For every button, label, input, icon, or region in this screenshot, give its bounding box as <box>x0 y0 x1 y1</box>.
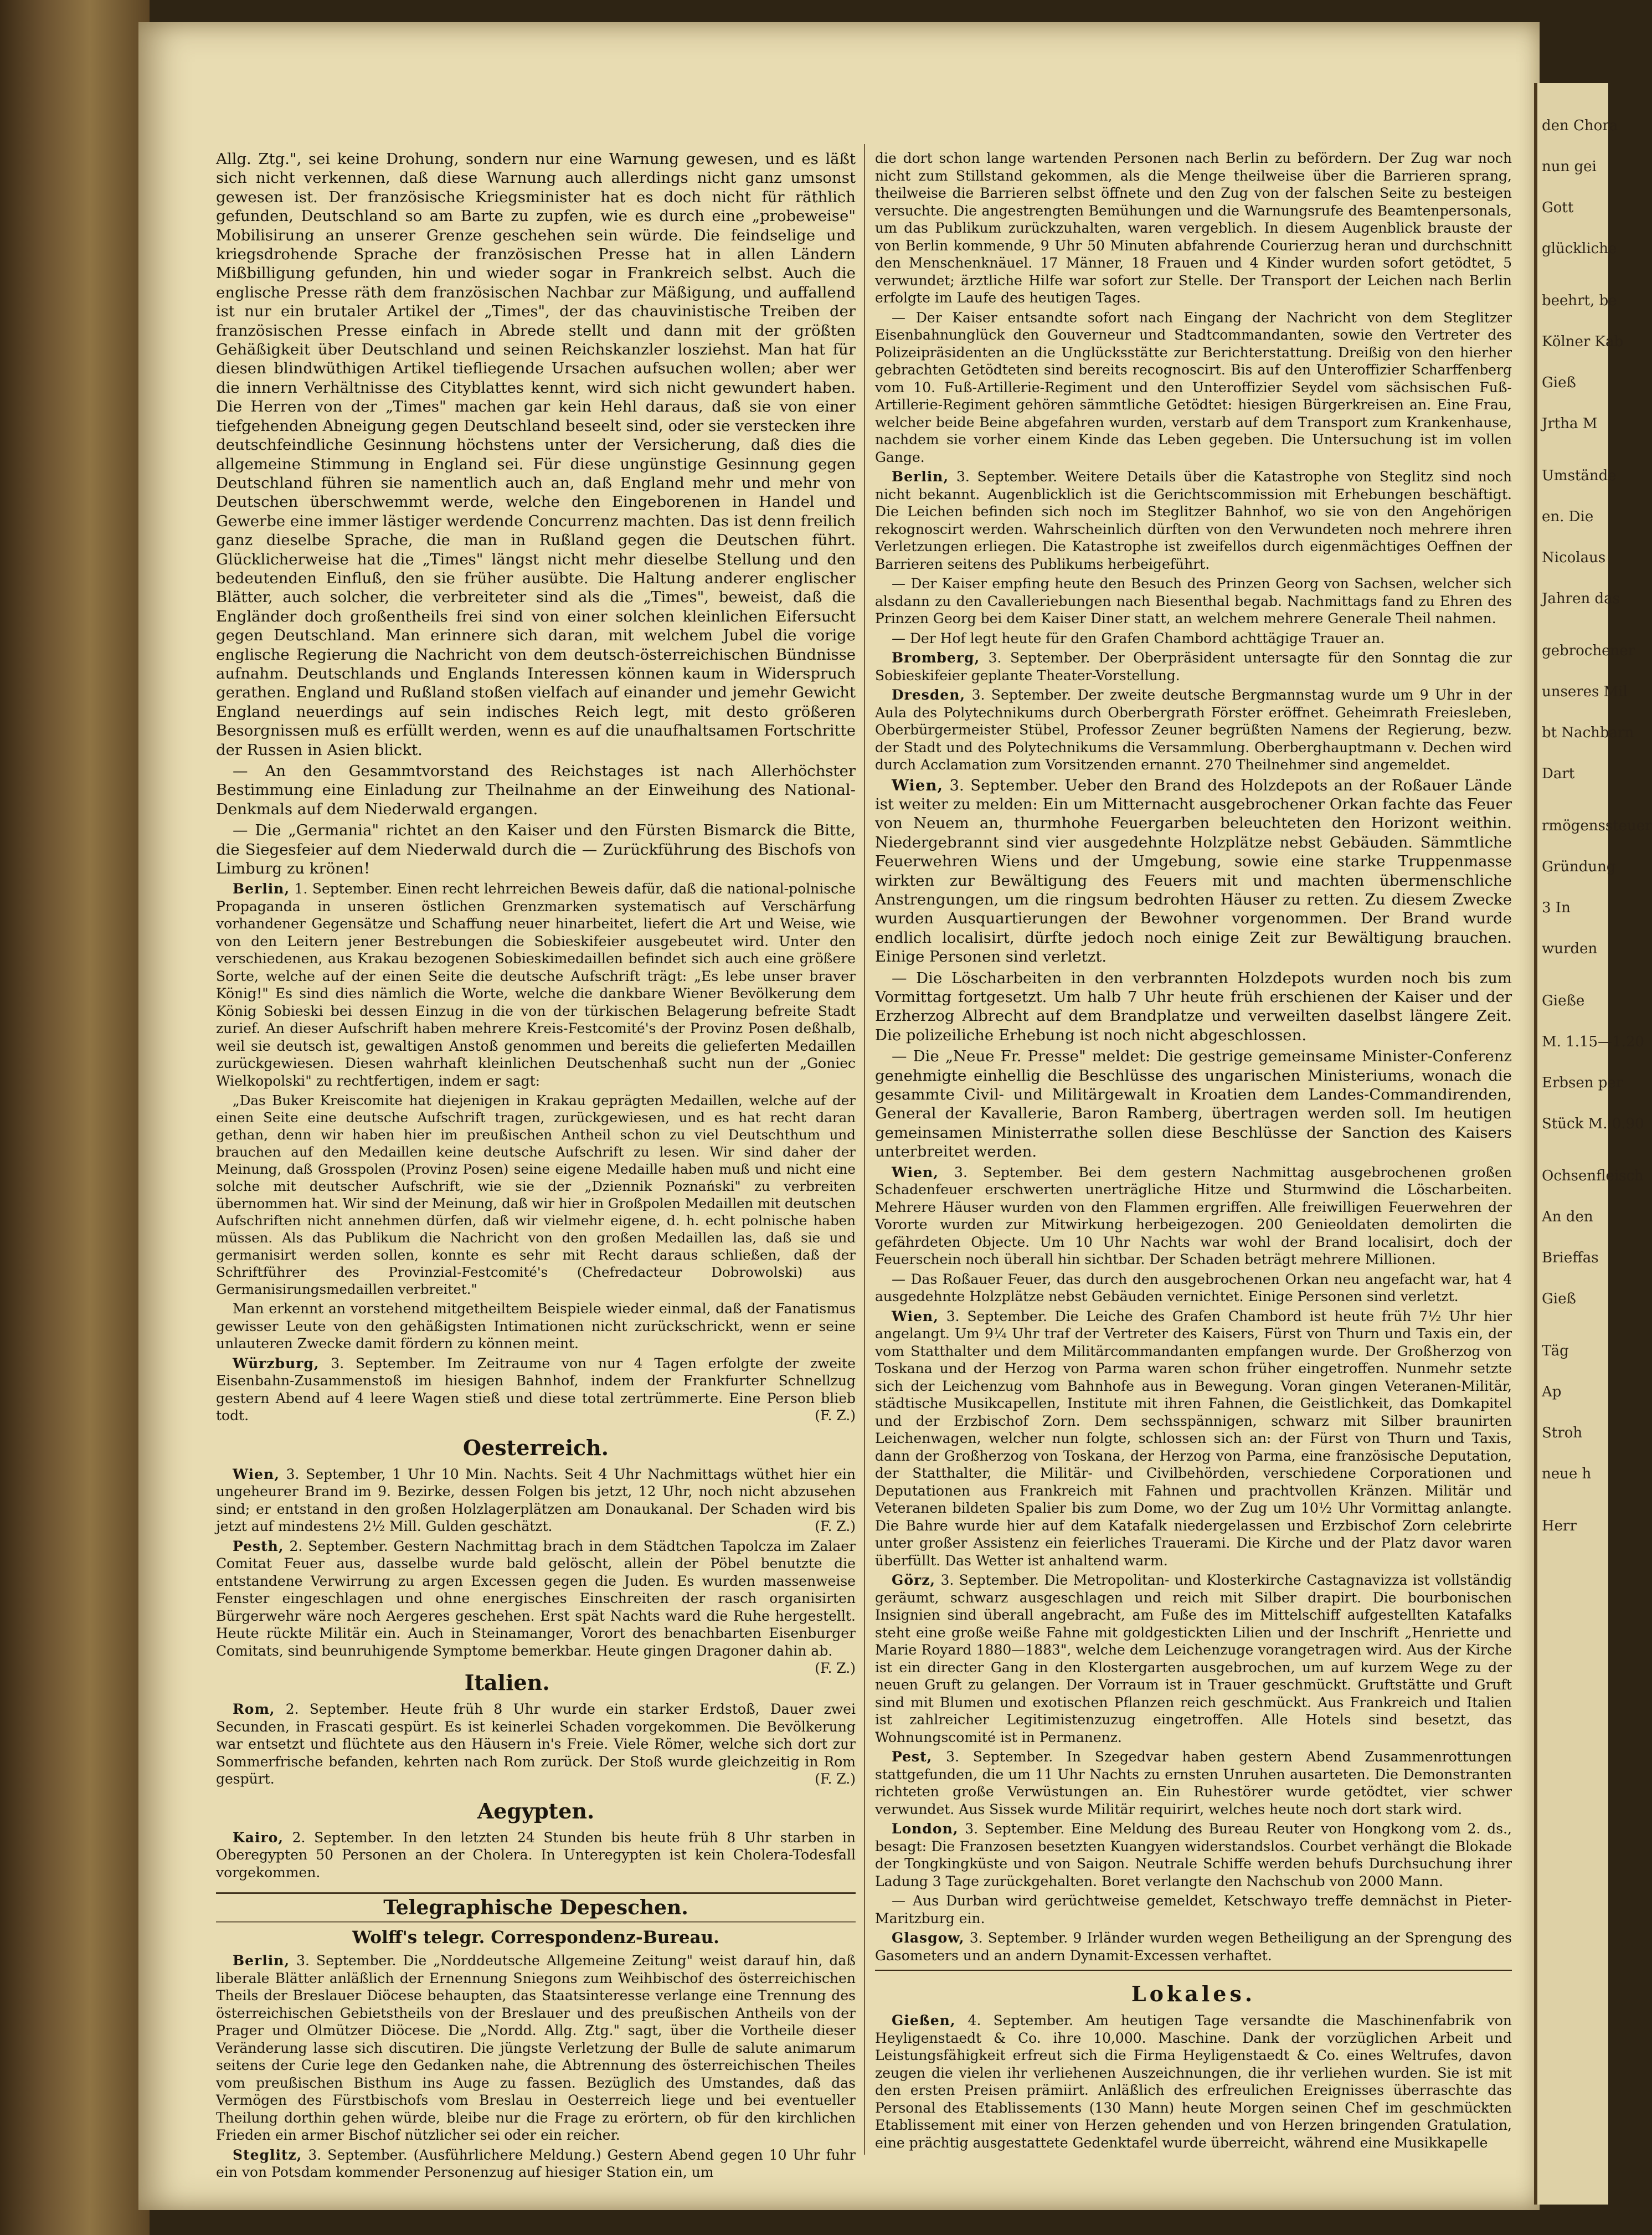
dateline: Berlin, <box>233 881 290 897</box>
rom-report <box>216 1700 856 1788</box>
report-text: 3. September. Die „Norddeutsche Allgemeine Zeitung" weist darauf hin, daß liberale Blätter anläßlich der Ernennung Sniegons zum Weihbischof des österreichischen Theils der Breslauer Diöcese behaupten, das Staatsinteresse verlange eine Trennung des österreichischen Gebietstheils von der Breslauer und des preußischen Antheils von der Prager und Olmützer Diöcese. Die „Nordd. Allg. Ztg." sagt, über die Vortheile dieser Veränderung lasse sich discutiren. Die jüngste Verletzung der Bulle de salute animarum seitens der Curie lege den Gedanken nahe, die Abtrennung des österreichischen Theiles vom preußischen Bisthum ins Auge zu fassen. Bezüglich des Umstandes, daß das Vermögen des Fürstbischofs vom Breslau in Oesterreich liege und bei eventueller Theilung dorthin gehen würde, bleibe nur die Frage zu erörtern, ob für den kirchlichen Frieden ein armer Bischof nützlicher sei oder ein reicher. <box>216 1953 856 2144</box>
rossauer-paragraph: — Das Roßauer Feuer, das durch den ausgebrochenen Orkan neu angefacht war, hat 4 ausgedehnte Holzplätze nebst Gebäuden vernichtet. Einige Personen sind verletzt. <box>875 1271 1512 1305</box>
dateline: Wien, <box>233 1466 280 1482</box>
kaiser-paragraph: — Der Kaiser entsandte sofort nach Eingang der Nachricht von dem Steglitzer Eisenbahnunglück den Gouverneur und Stadtcommandanten, sowie den Vertreter des Polizeipräsidenten an die Unglücksstätte zur Berichterstattung. Dreißig von den hierher gebrachten Getödteten sind bereits recognoscirt. Bis auf den Unteroffizier Scharffenberg vom 10. Fuß-Artillerie-Regiment und den Unteroffizier Seydel vom sächsischen Fuß-Artillerie-Regiment gehören sämmtliche Getödtet: hiesigen Bürgerkreisen an. Eine Frau, welcher beide Beine abgefahren wurden, verstarb auf dem Transport zum Krankenhause, nachdem sie vorher einem Kinde das Leben gegeben. Die Untersuchung ist im vollen Gange. <box>875 309 1512 465</box>
report-text: 3. September, 1 Uhr 10 Min. Nachts. Seit 4 Uhr Nachmittags wüthet hier ein ungeheurer Brand im 9. Bezirke, dessen Folgen bis jetzt, 12 Uhr, noch nicht abzusehen sind; er entstand in den großen Holzlagerplätzen am Donaukanal. Der Schaden wird bis jetzt auf mindestens 2½ Mill. Gulden geschätzt. <box>216 1466 856 1535</box>
dateline: Görz, <box>892 1572 936 1589</box>
section-divider <box>875 1970 1512 1971</box>
adjacent-page-fragment: Umstände <box>1542 467 1617 484</box>
adjacent-page-fragment: Gieß <box>1542 1291 1576 1307</box>
berlin-details-report <box>875 468 1512 573</box>
adjacent-page-fragment: Herr <box>1542 1518 1577 1534</box>
dateline: Pest, <box>892 1749 933 1765</box>
wolff-bureau-heading: Wolff's telegr. Correspondenz-Bureau. <box>352 1928 719 1948</box>
adjacent-page-fragment: Jahren das <box>1542 590 1620 607</box>
adjacent-page-fragment: Gieß <box>1542 374 1576 391</box>
section-heading-oesterreich: Oesterreich. <box>462 1435 609 1460</box>
report-text: 2. September. Heute früh 8 Uhr wurde ein starker Erdstoß, Dauer zwei Secunden, in Frascati gespürt. Es ist keinerlei Schaden vorgekommen. Die Bevölkerung war entsetzt und flüchtete aus den Häusern in's Freie. Viele Römer, welche sich dort zur Sommerfrische befanden, kehrten nach Rom zurück. Der Stoß wurde gleichzeitig in Rom gespürt. <box>216 1701 856 1787</box>
report-text: 2. September. In den letzten 24 Stunden bis heute früh 8 Uhr starben in Oberegypten 50 Personen an der Cholera. In Unteregypten ist kein Cholera-Todesfall vorgekommen. <box>216 1829 856 1881</box>
dateline: Steglitz, <box>233 2146 302 2163</box>
adjacent-page-fragment: Gründung <box>1542 859 1616 875</box>
berlin-telegram <box>216 1952 856 2144</box>
section-heading-telegraph: Telegraphische Depeschen. <box>216 1892 856 1923</box>
dateline: Wien, <box>892 1164 939 1180</box>
wien-report <box>216 1466 856 1535</box>
section-heading-lokales: Lokales. <box>1131 1981 1256 2007</box>
adjacent-page-fragment: neue h <box>1542 1466 1592 1482</box>
london-report <box>875 1820 1512 1890</box>
loescharbeiten-paragraph: — Die Löscharbeiten in den verbrannten Holzdepots wurden noch bis zum Vormittag fortgesetzt. Um halb 7 Uhr heute früh erschienen der Kaiser und der Erzherzog Albrecht auf dem Brandplatze und verweilten daselbst längere Zeit. Die polizeiliche Erhebung ist noch nicht abgeschlossen. <box>875 969 1512 1044</box>
adjacent-page-fragment: gebrochener <box>1542 643 1635 659</box>
dateline: Gießen, <box>892 2012 956 2029</box>
section-heading-italien: Italien. <box>464 1670 550 1695</box>
adjacent-page-fragment: Dart <box>1542 765 1575 782</box>
adjacent-page-fragment: Nicolaus <box>1542 549 1606 566</box>
adjacent-page-fragment: Brieffas <box>1542 1250 1599 1266</box>
adjacent-page-fragment: Gott <box>1542 199 1574 216</box>
adjacent-page-fragment: An den <box>1542 1209 1593 1225</box>
report-text: 2. September. Gestern Nachmittag brach in dem Städtchen Tapolcza im Zalaer Comitat Feuer aus, dasselbe wurde bald gelöscht, allein der Pöbel benutzte die entstandene Verwirrung zu argen Excessen gegen die Juden. Es wurden massenweise Fenster eingeschlagen und ohne energisches Einschreiten der rasch organisirten Bürgerwehr wäre noch Aergeres geschehen. Erst spät Nachts ward die Ruhe hergestellt. Heute rückte Militär ein. Auch in Steinamanger, Vorort des benachbarten Eisenburger Comitats, sind beunruhigende Symptome bemerkbar. Heute gingen Dragoner dahin ab. <box>216 1538 856 1659</box>
pesth-report <box>216 1538 856 1677</box>
adjacent-page-fragment: Erbsen per <box>1542 1075 1623 1091</box>
hof-trauer-paragraph: — Der Hof legt heute für den Grafen Chambord achttägige Trauer an. <box>892 630 1385 646</box>
dateline: Dresden, <box>892 687 966 703</box>
report-text: 3. September. Der Oberpräsident untersagte für den Sonntag die zur Sobieskifeier geplante Theater-Vorstellung. <box>875 650 1512 684</box>
report-text: 3. September. 9 Irländer wurden wegen Betheiligung an der Sprengung des Gasometers und an andern Dynamit-Excessen verhaftet. <box>875 1930 1512 1964</box>
wien-schadenfeuer-report <box>875 1164 1512 1268</box>
kairo-report <box>216 1829 856 1882</box>
goerz-report <box>875 1571 1512 1746</box>
goniec-quote: „Das Buker Kreiscomite hat diejenigen in Krakau geprägten Medaillen, welche auf der einen Seite eine deutsche Aufschrift tragen, zurückgewiesen, und es hat recht daran gethan, denn wir haben hier im preußischen Antheil schon zu viel Deutschthum und brauchen auf den Medaillen keine deutsche Aufschrift zu lesen. Wir sind daher der Meinung, daß Grosspolen (Provinz Posen) seine eigene Medaille haben muß und nicht eine solche mit deutscher Aufschrift, wie sie der „Dziennik Poznański" zu verbreiten übernommen hat. Wir sind der Meinung, daß wir hier in Großpolen Medaillen mit deutschen Aufschriften nicht annehmen dürfen, daß wir vielmehr eigene, d. h. echt polnische haben müssen. Als das Publikum die Nachricht von den großen Medaillen las, daß sie und germanisirt werden sollen, konnte es sehr mit Recht daraus schließen, daß der Schriftführer des Provinzial-Festcomité's (Chefredacteur Dobrowolski) aus Germanisirungsmedaillen verbreitet." <box>216 1092 856 1298</box>
book-binding <box>0 0 150 2235</box>
adjacent-page-fragment: den Chora <box>1542 117 1618 134</box>
dateline: London, <box>892 1821 959 1837</box>
adjacent-page-fragment: M. 1.15—1.20 <box>1542 1034 1644 1050</box>
berlin-report <box>216 880 856 1090</box>
pest-report <box>875 1748 1512 1818</box>
source-signature: (F. Z.) <box>815 1771 856 1787</box>
chambord-report <box>875 1308 1512 1570</box>
report-text: 4. September. Am heutigen Tage versandte die Maschinenfabrik von Heyligenstaedt & Co. ihre 10,000. Maschine. Dank der vorzüglichen Arbeit und Leistungsfähigkeit erfreut sich die Firma Heyligenstaedt & Co. eines Weltrufes, davon zeugen die vielen ihr verliehenen Auszeichnungen, die ihr verliehen wurden. Sie ist mit den ersten Preisen prämiirt. Anläßlich des erfreulichen Ereignisses überraschte das Personal des Etablissements (130 Mann) heute Morgen seinen Chef im geschmückten Etablissement mit einer von Herzen gehenden und von Herzen bringenden Gratulation, eine prächtig ausgestattete Gedenktafel wurde überreicht, während eine Musikkapelle <box>875 2012 1512 2151</box>
adjacent-page-fragment: Stück M. 0.90 <box>1542 1116 1644 1132</box>
adjacent-page-fragment: bt Nachbarn <box>1542 725 1634 741</box>
adjacent-page-fragment: unseres Mil <box>1542 684 1628 700</box>
durban-paragraph: — Aus Durban wird gerüchtweise gemeldet, Ketschwayo treffe demnächst in Pieter-Maritzburg ein. <box>875 1893 1512 1926</box>
intro-paragraph: Allg. Ztg.", sei keine Drohung, sondern nur eine Warnung gewesen, und es läßt sich nicht verkennen, daß diese Warnung auch allerdings nicht ganz umsonst gewesen ist. Der französische Kriegsminister hat es doch nicht für räthlich gefunden, Deutschland so am Barte zu zupfen, wie es durch eine „probeweise" Mobilisirung an unserer Grenze geschehen sein würde. Die feindselige und kriegsdrohende Sprache der französischen Presse hat in allen Ländern Mißbilligung gefunden, hin und wieder sogar in Frankreich selbst. Auch die englische Presse räth dem französischen Nachbar zur Mäßigung, und auffallend ist nur ein brutaler Artikel der „Times", der das chauvinistische Treiben der französischen Presse einfach in Abrede stellt und dann mit der größten Gehäßigkeit über Deutschland und seinen Reichskanzler losziehst. Man hat für diesen blindwüthigen Artikel tiefliegende Ursachen aufsuchen wollen; aber wer die innern Verhältnisse des Cityblattes kennt, wird sich nicht gewundert haben. Die Herren von der „Times" machen gar kein Hehl daraus, daß sie von einer tiefgehenden Abneigung gegen Deutschland beseelt sind, oder sie verstecken ihre deutschfeindliche Gesinnung höchstens unter der Versicherung, daß dies die allgemeine Stimmung in England sei. Für diese ungünstige Gesinnung gegen Deutschland führen sie namentlich auch an, daß England mehr und mehr von Deutschen überschwemmt werde, welche den Eingeborenen in Handel und Gewerbe eine immer lästiger werdende Concurrenz machten. Das ist denn freilich ganz dieselbe Sprache, die man in Rußland gegen die Deutschen führt. Glücklicherweise hat die „Times" längst nicht mehr dieselbe Stellung und den bedeutenden Einfluß, den sie früher ausübte. Die Haltung anderer englischer Blätter, auch solcher, die verbreiteter sind als die „Times", beweist, daß die Engländer doch großentheils frei sind von einer solchen kleinlichen Eifersucht gegen Deutschland. Man erinnere sich daran, mit welchem Jubel die vorige englische Regierung die Nachricht von dem deutsch-österreichischen Bündnisse aufnahm. Deutschlands und Englands Interessen können kaum in Widerspruch gerathen. England und Rußland stoßen vielfach auf einander und jemehr Gewicht England neuerdings auf sein indisches Reich legt, mit desto größeren Besorgnissen muß es erfüllt werden, wenn es auf die unaufhaltsamen Fortschritte der Russen in Asien blickt. <box>216 150 856 759</box>
neue-freie-presse-paragraph: — Die „Neue Fr. Presse" meldet: Die gestrige gemeinsame Minister-Conferenz genehmigte einhellig die Beschlüsse des ungarischen Ministeriums, wonach die gesammte Civil- und Militärgewalt in Kroatien dem Landes-Commandirenden, General der Kavallerie, Baron Ramberg, übertragen werden soll. Im heutigen gemeinsamen Ministerrathe sollen diese Beschlüsse der Sanction des Kaisers unterbreitet werden. <box>875 1047 1512 1161</box>
prinz-georg-paragraph: — Der Kaiser empfing heute den Besuch des Prinzen Georg von Sachsen, welcher sich alsdann zu den Cavalleriebungen nach Biesenthal begab. Nachmittags fand zu Ehren des Prinzen Georg bei dem Kaiser Diner statt, an welchem mehrere Generale Theil nahmen. <box>875 576 1512 626</box>
dateline: Berlin, <box>892 469 949 485</box>
section-heading-aegypten: Aegypten. <box>477 1798 595 1823</box>
adjacent-page-fragment: rmögenssteuer <box>1542 818 1652 834</box>
adjacent-page-fragment: Ochsenfleisch <box>1542 1168 1644 1184</box>
report-text: 3. September. In Szegedvar haben gestern Abend Zusammenrottungen stattgefunden, die um 11 Uhr Nachts zu ernsten Unruhen ausarteten. Die Demonstranten richteten große Verwüstungen an. Ein Ruhestörer wurde getödtet, vier schwer verwundet. Aus Sissek wurde Militär requirirt, welches heute noch dort stark wird. <box>875 1749 1512 1817</box>
germania-paragraph: — Die „Germania" richtet an den Kaiser und den Fürsten Bismarck die Bitte, die Siegesfeier auf dem Niederwald durch die — Zurückführung des Bischofs von Limburg zu krönen! <box>216 821 856 878</box>
adjacent-page-fragment: nun gei <box>1542 158 1597 175</box>
fanaticism-paragraph: Man erkennt an vorstehend mitgetheiltem Beispiele wieder einmal, daß der Fanatismus gewisser Leute von den gehäßigsten Intimationen nicht zurückschrickt, wenn er seine unlauteren Zwecke damit fördern zu können meint. <box>216 1301 856 1352</box>
steglitz-telegram <box>216 2146 856 2181</box>
adjacent-page-fragment: Kölner Kab <box>1542 333 1624 350</box>
wien-brand-report <box>875 776 1512 967</box>
right-column <box>875 150 1512 2154</box>
steglitz-continuation: die dort schon lange wartenden Personen nach Berlin zu befördern. Der Zug war noch nicht zum Stillstand gekommen, als die Menge theilweise über die Barrieren sprang, theilweise die Barrieren selbst öffnete und den Zug von der falschen Seite zu besteigen versuchte. Die angestrengten Bemühungen und die Warnungsrufe des Beamtenpersonals, um das Publikum zurückzuhalten, waren vergeblich. In diesem Augenblick brauste der von Berlin kommende, 9 Uhr 50 Minuten abfahrende Courierzug heran und durchschnitt den Menschenknäuel. 17 Männer, 18 Frauen und 4 Kinder wurden sofort getödtet, 5 verwundet; ärztliche Hilfe war sofort zur Stelle. Der Transport der Leichen nach Berlin erfolgte im Laufe des heutigen Tages. <box>875 150 1512 306</box>
dresden-report <box>875 686 1512 774</box>
dateline: Glasgow, <box>892 1930 965 1946</box>
glasgow-report <box>875 1929 1512 1964</box>
adjacent-page-fragment: Täg <box>1542 1343 1569 1359</box>
report-text: 3. September. Im Zeitraume von nur 4 Tagen erfolgte der zweite Eisenbahn-Zusammenstoß im hiesigen Bahnhof, indem der Frankfurter Schnellzug gestern Abend auf 4 leere Wagen stieß und diese total zertrümmerte. Eine Person blieb todt. <box>216 1355 856 1424</box>
source-signature: (F. Z.) <box>815 1407 856 1424</box>
adjacent-page-fragment: Jrtha M <box>1542 415 1598 432</box>
report-text: 3. September. Eine Meldung des Bureau Reuter von Hongkong vom 2. ds., besagt: Die Franzosen besetzten Kuangyen widerstandslos. Courbet verhängt die Blokade der Tongkingküste und von Saigon. Neutrale Schiffe werden behufs Durchsuchung ihrer Ladung 3 Tage zurückgehalten. Boret verlangte den Nachschub von 2000 Mann. <box>875 1821 1512 1889</box>
column-rule <box>864 144 865 2155</box>
dateline: Pesth, <box>233 1538 284 1554</box>
reichstag-paragraph: — An den Gesammtvorstand des Reichstages ist nach Allerhöchster Bestimmung eine Einladung zur Theilnahme an der Einweihung des National-Denkmals auf dem Niederwald ergangen. <box>216 762 856 818</box>
report-text: 3. September. Die Metropolitan- und Klosterkirche Castagnavizza ist vollständig geräumt, schwarz ausgeschlagen und reich mit Silber drapirt. Die bourbonischen Insignien sind überall angebracht, am Fuße des im Mittelschiff aufgestellten Katafalks steht eine große weiße Fahne mit goldgestickten Lilien und der Inschrift „Henriette und Marie Royard 1880—1883", welche dem Leichenzuge vorangetragen wird. Aus der Kirche ist ein directer Gang in den Klostergarten ausgebrochen, um auf kurzem Wege zu der neuen Gruft zu gelangen. Der Vorraum ist in Trauer geschmückt. Gruftstätte und Gruft sind mit Blumen und exotischen Pflanzen reich geschmückt. Aus Frankreich und Italien ist zahlreicher Legitimistenzuzug eingetroffen. Alle Hotels sind besetzt, das Wohnungscomité ist in Permanenz. <box>875 1572 1512 1745</box>
wuerzburg-report <box>216 1355 856 1425</box>
giessen-report <box>875 2012 1512 2151</box>
bromberg-report <box>875 649 1512 684</box>
adjacent-page-fragment: beehrt, be <box>1542 292 1617 309</box>
report-text: 1. September. Einen recht lehrreichen Beweis dafür, daß die national-polnische Propaganda in unseren östlichen Grenzmarken systematisch auf Verschärfung vorhandener Gegensätze und Schaffung neuer hinarbeitet, liefert die Art und Weise, wie von den Leitern jener Bestrebungen die Sobieskifeier ausgebeutet wird. Unter den verschiedenen, aus Krakau bezogenen Sobieskimedaillen befindet sich auch eine größere Sorte, welche auf der einen Seite die deutsche Aufschrift trägt: „Es lebe unser braver König!" Es sind dies nämlich die Worte, welche die dankbare Wiener Bevölkerung dem König Sobieski bei dessen Einzug in die von der türkischen Belagerung befreite Stadt zurief. An dieser Aufschrift haben mehrere Kreis-Festcomité's der Provinz Posen deßhalb, weil sie deutsch ist, gewaltigen Anstoß genommen und bereits die gelieferten Medaillen zurückgewiesen. Diesen wahrhaft kleinlichen Deutschenhaß sucht nun der „Goniec Wielkopolski" zu rechtfertigen, indem er sagt: <box>216 881 856 1089</box>
adjacent-page-fragment: 3 In <box>1542 900 1571 916</box>
source-signature: (F. Z.) <box>815 1518 856 1535</box>
report-text: 3. September. Die Leiche des Grafen Chambord ist heute früh 7½ Uhr hier angelangt. Um 9¼ Uhr traf der Vertreter des Kaisers, Fürst von Thurn und Taxis ein, der vom Statthalter und dem Militärcommandanten empfangen wurde. Der Großherzog von Toskana und der Herzog von Parma waren schon früher eingetroffen. Nunmehr setzte sich der Leichenzug vom Bahnhofe aus in Bewegung. Voran gingen Veteranen-Militär, städtische Musikcapellen, Institute mit ihren Fahnen, die Geistlichkeit, das Domkapitel und der Erzbischof Zorn. Dem sechsspännigen, schwarz mit Silber braunirten Leichenwagen, welcher nun folgte, schlossen sich an: der Fürst von Thurn und Taxis, dann der Großherzog von Toskana, der Herzog von Parma, eine französische Deputation, der Statthalter, die Militär- und Civilbehörden, verschiedene Corporationen und Deputationen aus Frankreich mit Fahnen und prachtvollen Kränzen. Militär und Veteranen bildeten Spalier bis zum Dome, wo der Zug um 10½ Uhr Vormittag anlangte. Die Bahre wurde hier auf dem Katafalk niedergelassen und Erzbischof Zorn celebrirte unter großer Assistenz ein feierliches Trauerami. Die Kirche und der Platz davor waren überfüllt. Das Wetter ist anhaltend warm. <box>875 1308 1512 1569</box>
report-text: 3. September. Bei dem gestern Nachmittag ausgebrochenen großen Schadenfeuer erschwerten unerträgliche Hitze und Sturmwind die Löscharbeiten. Mehrere Häuser wurden von den Flammen ergriffen. Alle freiwilligen Feuerwehren der Vororte wurden zur Mitwirkung herbeigezogen. 200 Genieoldaten demolirten die gefährdeten Objecte. Um 10 Uhr Nachts war wohl der Brand localisirt, doch der Feuerschein noch überall hin sichtbar. Der Schaden beträgt mehrere Millionen. <box>875 1164 1512 1268</box>
adjacent-page-fragment: Gieße <box>1542 993 1585 1009</box>
dateline: Berlin, <box>233 1953 290 1969</box>
report-text: 3. September. Ueber den Brand des Holzdepots an der Roßauer Lände ist weiter zu melden: Ein um Mitternacht ausgebrochener Orkan fachte das Feuer von Neuem an, thurmhohe Feuergarben beleuchteten den Horizont weithin. Niedergebrannt sind vier ausgedehnte Holzplätze nebst Gebäuden. Sämmtliche Feuerwehren Wiens und der Umgebung, sowie eine starke Truppenmasse wirkten zur Bewältigung des Feuers mit und machten übermenschliche Anstrengungen, um die ringsum bedrohten Häuser zu retten. Zu diesem Zwecke wurden Ausquartierungen der Bewohner vorgenommen. Der Brand wurde endlich localisirt, dürfte jedoch noch einige Zeit zur Bewältigung brauchen. Einige Personen sind verletzt. <box>875 776 1512 966</box>
source-signature: (F. Z.) <box>815 1660 856 1677</box>
left-column <box>216 150 856 2183</box>
dateline: Kairo, <box>233 1829 284 1846</box>
adjacent-page-fragment: glückliche <box>1542 240 1617 257</box>
adjacent-page-fragment: Ap <box>1542 1384 1562 1400</box>
dateline: Würzburg, <box>233 1355 320 1371</box>
report-text: 3. September. (Ausführlichere Meldung.) Gestern Abend gegen 10 Uhr fuhr ein von Potsdam kommender Personenzug auf hiesiger Station ein, um <box>216 2146 856 2181</box>
report-text: 3. September. Weitere Details über die Katastrophe von Steglitz sind noch nicht bekannt. Augenblicklich ist die Gerichtscommission mit Erhebungen beschäftigt. Die Leichen befinden sich noch im Steglitzer Bahnhof, wo sie von den Angehörigen rekognoscirt werden. Wahrscheinlich dürften von den Verwundeten noch mehrere ihren Verletzungen erliegen. Die Katastrophe ist zweifellos durch eigenmächtiges Oeffnen der Barrieren seitens des Publikums herbeigeführt. <box>875 469 1512 572</box>
report-text: 3. September. Der zweite deutsche Bergmannstag wurde um 9 Uhr in der Aula des Polytechnikums durch Oberbergrath Förster eröffnet. Geheimrath Freiesleben, Oberbürgermeister Stübel, Professor Zeuner begrüßten Namens der Regierung, bezw. der Stadt und des Polytechnikums die Versammlung. Oberberghauptmann v. Dechen wird durch Acclamation zum Vorsitzenden ernannt. 270 Theilnehmer sind angemeldet. <box>875 687 1512 773</box>
dateline: Wien, <box>892 1308 939 1324</box>
dateline: Wien, <box>892 776 943 794</box>
adjacent-page-fragment: wurden <box>1542 941 1598 957</box>
adjacent-page-fragment: Stroh <box>1542 1425 1583 1441</box>
adjacent-page-fragment: en. Die <box>1542 508 1594 525</box>
dateline: Rom, <box>233 1701 275 1718</box>
adjacent-page-edge <box>1534 83 1652 2205</box>
dateline: Bromberg, <box>892 650 980 666</box>
